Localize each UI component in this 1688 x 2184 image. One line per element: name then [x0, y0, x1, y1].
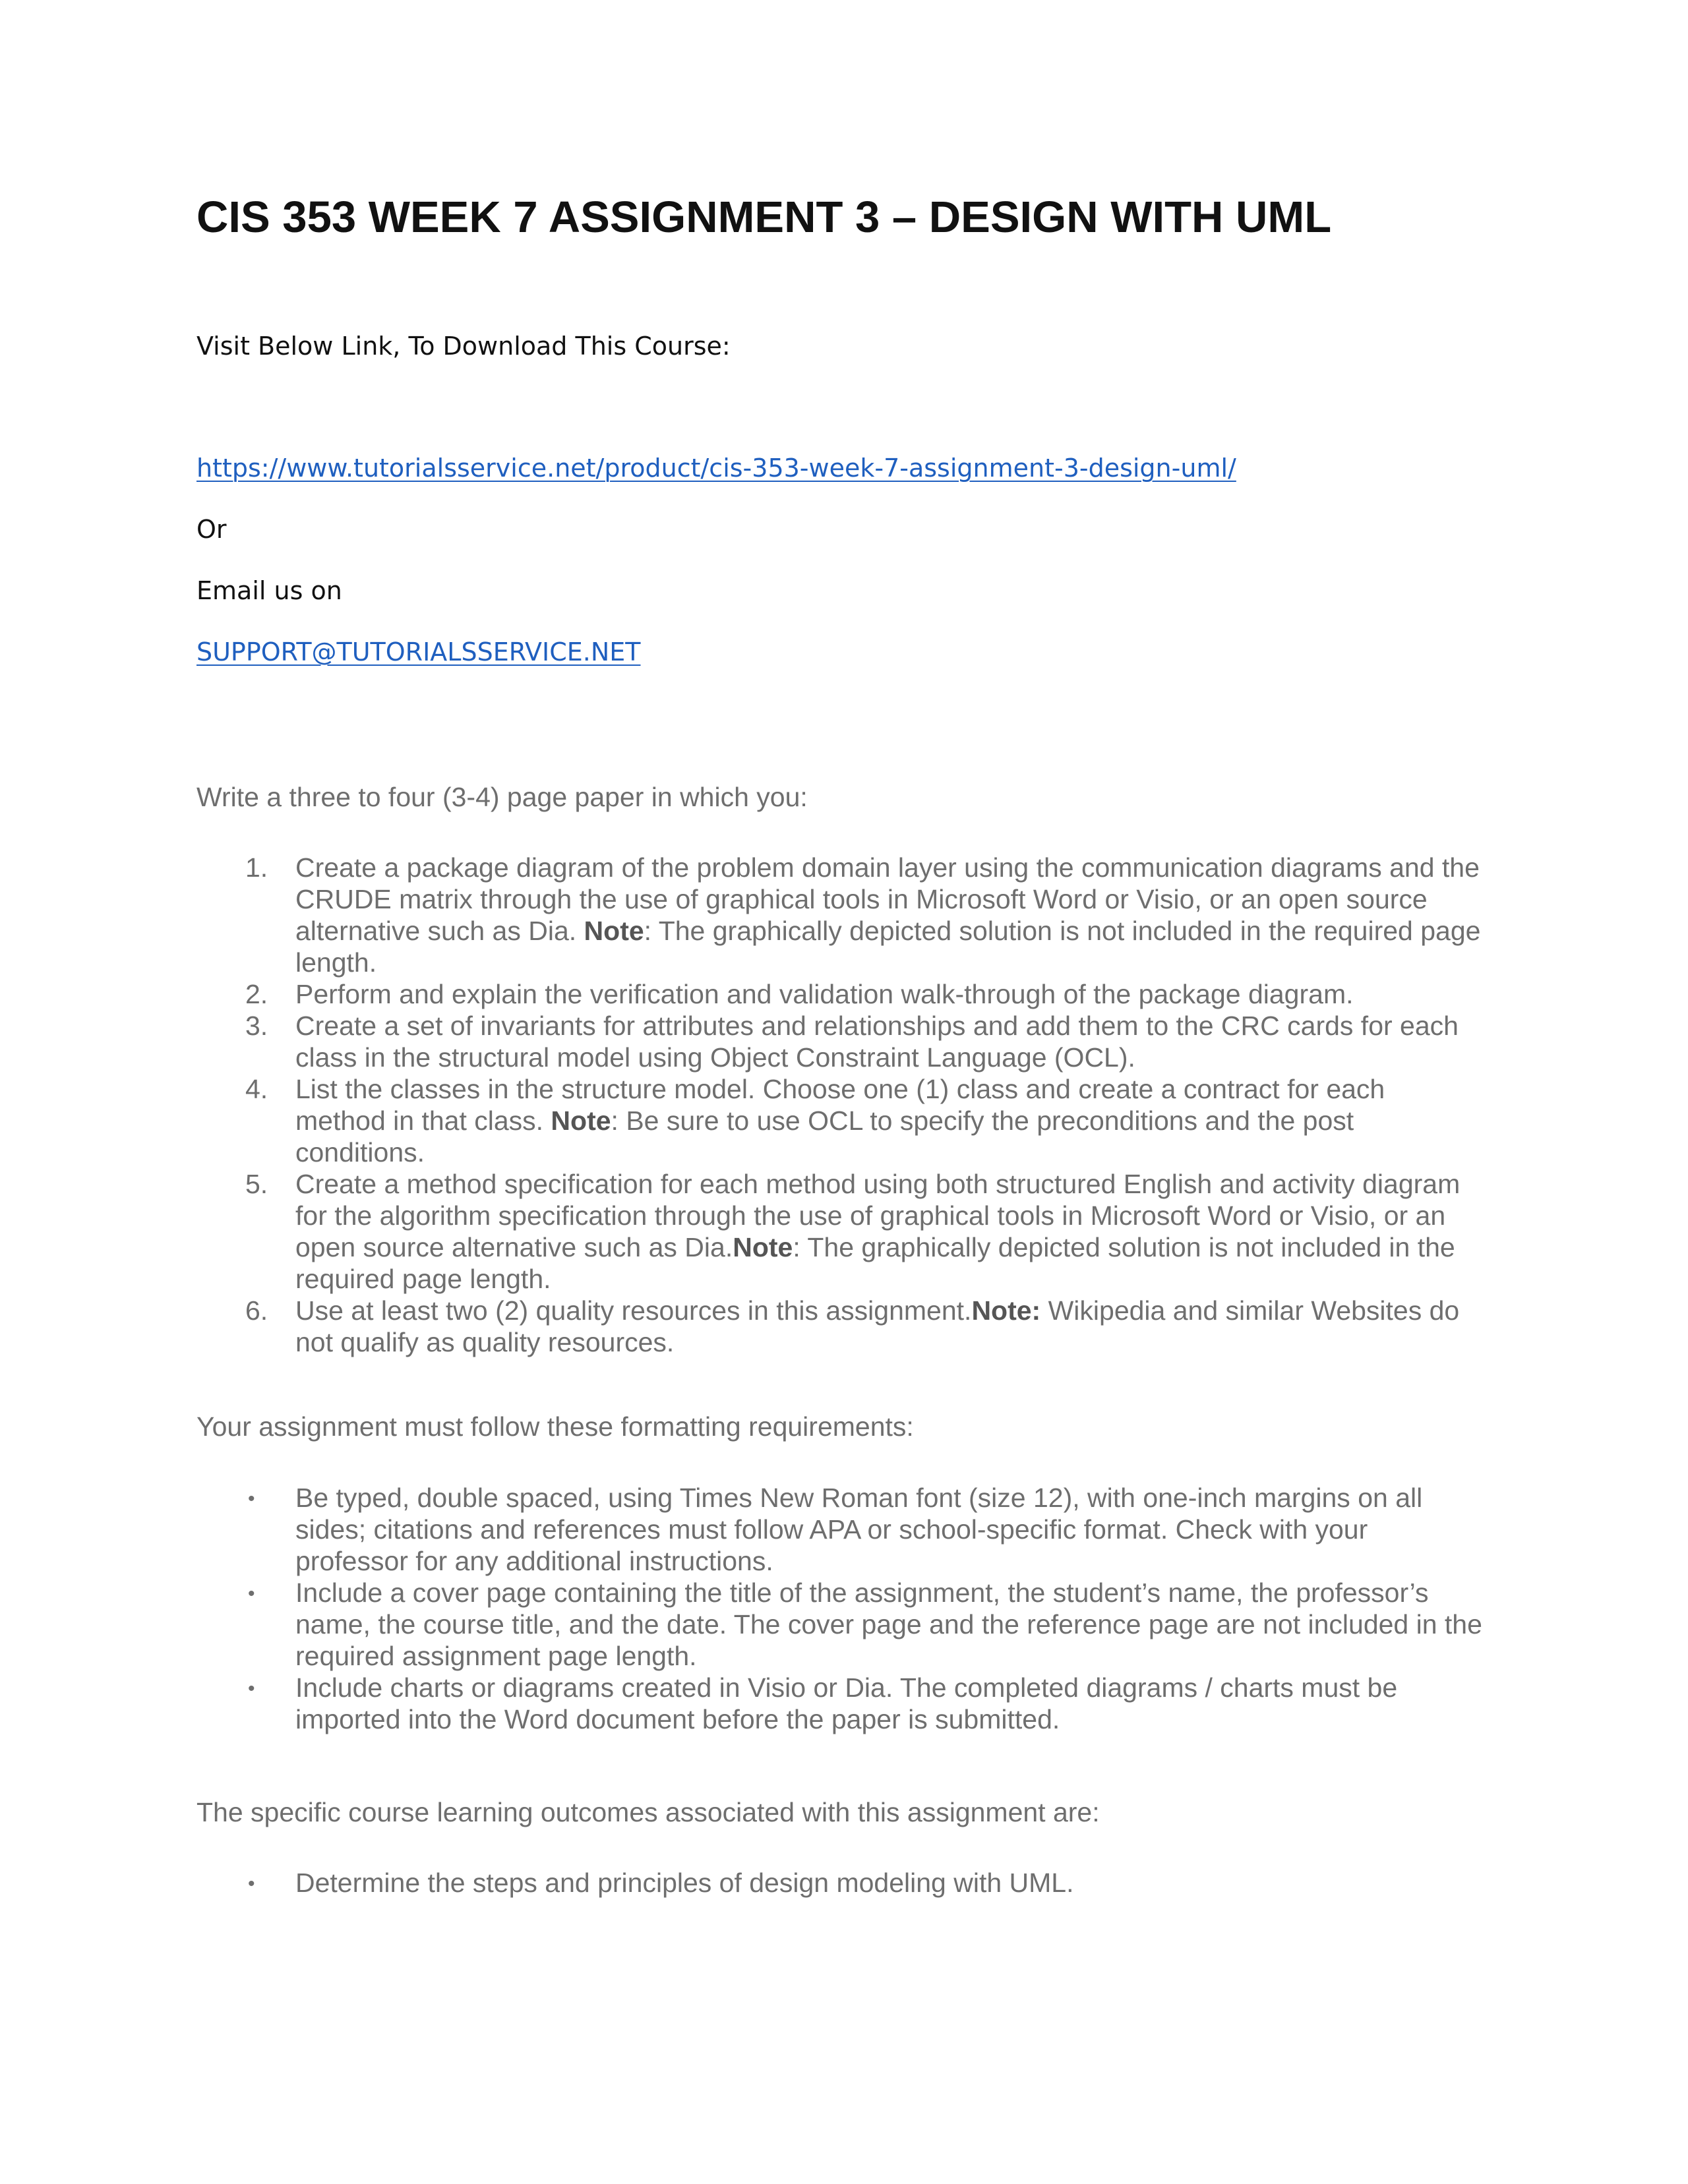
task-note-text: : The graphically depicted solution is not included in the required page length.	[295, 1232, 1455, 1294]
task-text: List the classes in the structure model. Choose one (1) class and create a contract for each method in that class.	[295, 1074, 1385, 1136]
task-note-text: : Be sure to use OCL to specify the preconditions and the post conditions.	[295, 1106, 1354, 1167]
task-note-text: Wikipedia and similar Websites do not qualify as quality resources.	[295, 1295, 1460, 1357]
task-note-label: Note:	[971, 1295, 1041, 1326]
task-note-label: Note	[551, 1106, 611, 1136]
task-number: 2.	[245, 979, 268, 1009]
bullet-icon: •	[248, 1583, 255, 1605]
or-text: Or	[196, 515, 227, 544]
task-note-label: Note	[733, 1232, 793, 1262]
task-item	[0, 1295, 1482, 1358]
task-text: Perform and explain the verification and validation walk-through of the package diagram.	[295, 979, 1354, 1009]
formatting-intro: Your assignment must follow these formatting requirements:	[196, 1411, 914, 1442]
formatting-item	[0, 1482, 1482, 1577]
task-number: 5.	[245, 1169, 268, 1199]
task-note-label: Note	[584, 916, 644, 946]
bullet-icon: •	[248, 1488, 255, 1510]
course-link[interactable]: https://www.tutorialsservice.net/product/cis-353-week-7-assignment-3-design-uml/	[196, 454, 1236, 483]
task-item	[0, 1010, 1482, 1073]
task-item	[0, 1073, 1482, 1168]
formatting-item	[0, 1672, 1482, 1735]
formatting-list	[0, 1482, 1688, 1735]
support-email-link[interactable]: SUPPORT@TUTORIALSSERVICE.NET	[196, 637, 641, 666]
outcomes-list	[0, 1867, 1688, 1899]
email-text: Email us on	[196, 576, 342, 605]
task-text: Create a package diagram of the problem domain layer using the communication diagrams and the CRUDE matrix through the use of graphical tools in Microsoft Word or Visio, or an open source alternative such as Dia.	[295, 852, 1480, 946]
task-number: 6.	[245, 1295, 268, 1326]
course-link-line	[196, 454, 1236, 483]
task-number: 4.	[245, 1074, 268, 1104]
task-list	[0, 852, 1688, 1358]
task-number: 3.	[245, 1011, 268, 1041]
bullet-icon: •	[248, 1678, 255, 1699]
task-item	[0, 852, 1482, 978]
outcome-item	[0, 1867, 1482, 1899]
task-note-text: : The graphically depicted solution is not included in the required page length.	[295, 916, 1481, 978]
task-text: Use at least two (2) quality resources in this assignment.	[295, 1295, 972, 1326]
visit-text: Visit Below Link, To Download This Course:	[196, 332, 731, 361]
formatting-item-text: Include charts or diagrams created in Visio or Dia. The completed diagrams / charts must be imported into the Word document before the paper is submitted.	[295, 1672, 1398, 1734]
outcome-item-text: Determine the steps and principles of design modeling with UML.	[295, 1868, 1074, 1898]
outcomes-intro: The specific course learning outcomes associated with this assignment are:	[196, 1797, 1100, 1827]
task-item	[0, 978, 1482, 1010]
task-text: Create a set of invariants for attributes and relationships and add them to the CRC cards for each class in the structural model using Object Constraint Language (OCL).	[295, 1011, 1459, 1073]
task-text: Create a method specification for each method using both structured English and activity diagram for the algorithm specification through the use of graphical tools in Microsoft Word or Visio, or an open source alternative such as Dia.	[295, 1169, 1461, 1262]
formatting-item-text: Be typed, double spaced, using Times New Roman font (size 12), with one-inch margins on all sides; citations and references must follow APA or school-specific format. Check with your professor for any additional instructions.	[295, 1483, 1423, 1576]
page-title: CIS 353 WEEK 7 ASSIGNMENT 3 – DESIGN WITH UML	[196, 192, 1332, 242]
formatting-item-text: Include a cover page containing the title of the assignment, the student’s name, the professor’s name, the course title, and the date. The cover page and the reference page are not included in the required assignment page length.	[295, 1578, 1482, 1671]
task-number: 1.	[245, 852, 268, 883]
assignment-intro: Write a three to four (3-4) page paper in which you:	[196, 782, 808, 812]
task-item	[0, 1168, 1482, 1295]
formatting-item	[0, 1577, 1482, 1672]
support-email-line	[196, 637, 641, 666]
bullet-icon: •	[248, 1873, 255, 1895]
